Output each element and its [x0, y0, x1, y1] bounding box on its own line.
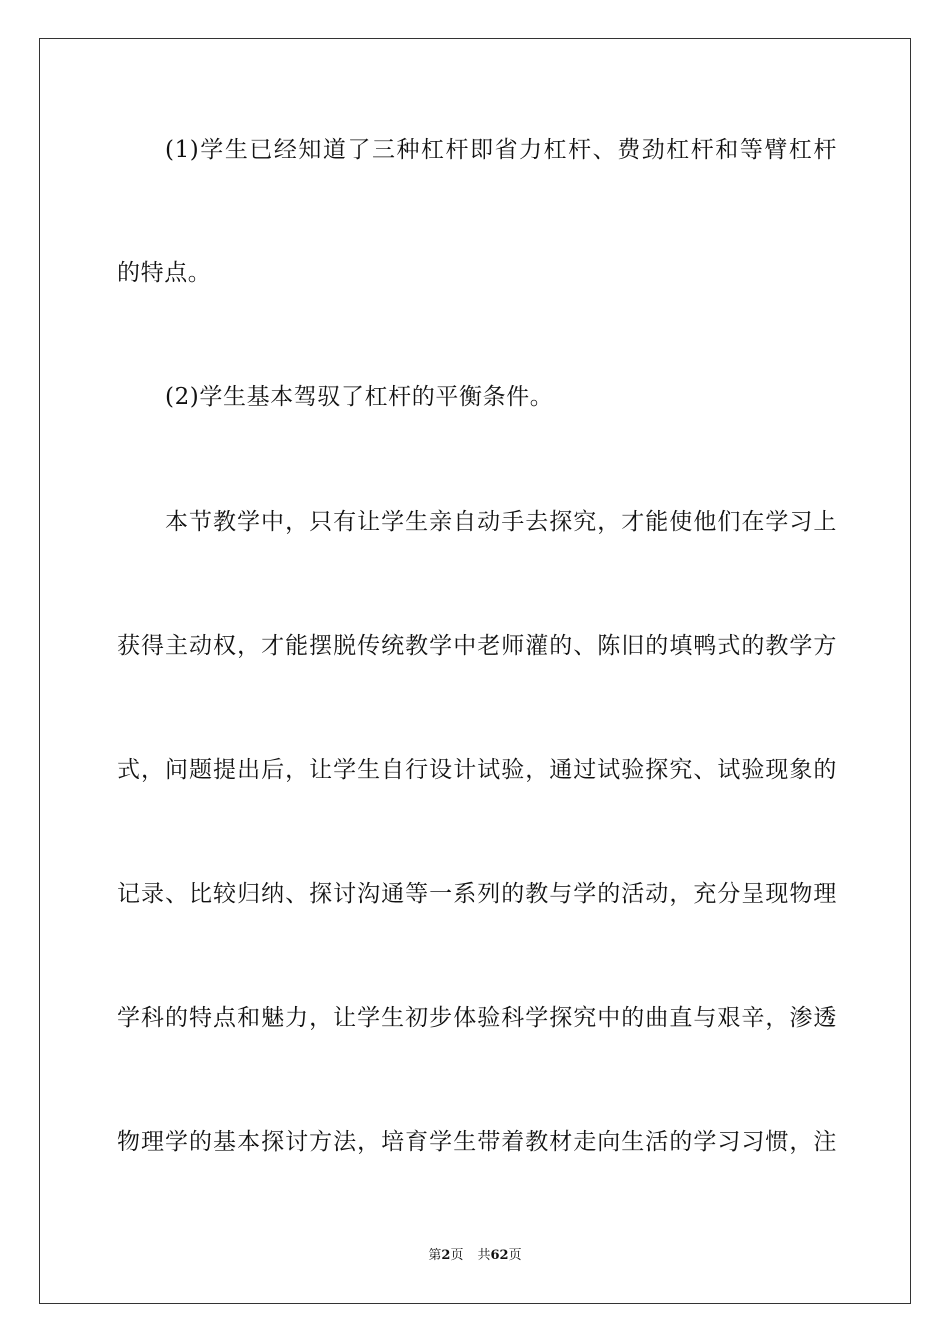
page-footer	[0, 1247, 950, 1265]
text-line-5: 获得主动权，才能摆脱传统教学中老师灌的、陈旧的填鸭式的教学方	[117, 633, 837, 659]
text-line-8: 学科的特点和魅力，让学生初步体验科学探究中的曲直与艰辛，渗透	[117, 1005, 837, 1031]
text-line-2: 的特点。	[117, 260, 212, 286]
footer-page-suffix: 页	[450, 1248, 464, 1263]
footer-page-current: 2	[441, 1248, 451, 1263]
footer-total-suffix: 页	[508, 1248, 522, 1263]
text-line-3: (2)学生基本驾驭了杠杆的平衡条件。	[165, 384, 554, 410]
footer-total-prefix: 共	[477, 1248, 491, 1263]
footer-page-total: 62	[490, 1248, 509, 1263]
page-border	[39, 38, 911, 1304]
footer-page-prefix: 第	[428, 1248, 442, 1263]
text-line-1: (1)学生已经知道了三种杠杆即省力杠杆、费劲杠杆和等臂杠杆	[165, 137, 837, 163]
text-line-4: 本节教学中，只有让学生亲自动手去探究，才能使他们在学习上	[165, 509, 837, 535]
text-line-6: 式，问题提出后，让学生自行设计试验，通过试验探究、试验现象的	[117, 757, 837, 783]
text-line-7: 记录、比较归纳、探讨沟通等一系列的教与学的活动，充分呈现物理	[117, 881, 837, 907]
text-line-9: 物理学的基本探讨方法，培育学生带着教材走向生活的学习习惯，注	[117, 1129, 837, 1155]
